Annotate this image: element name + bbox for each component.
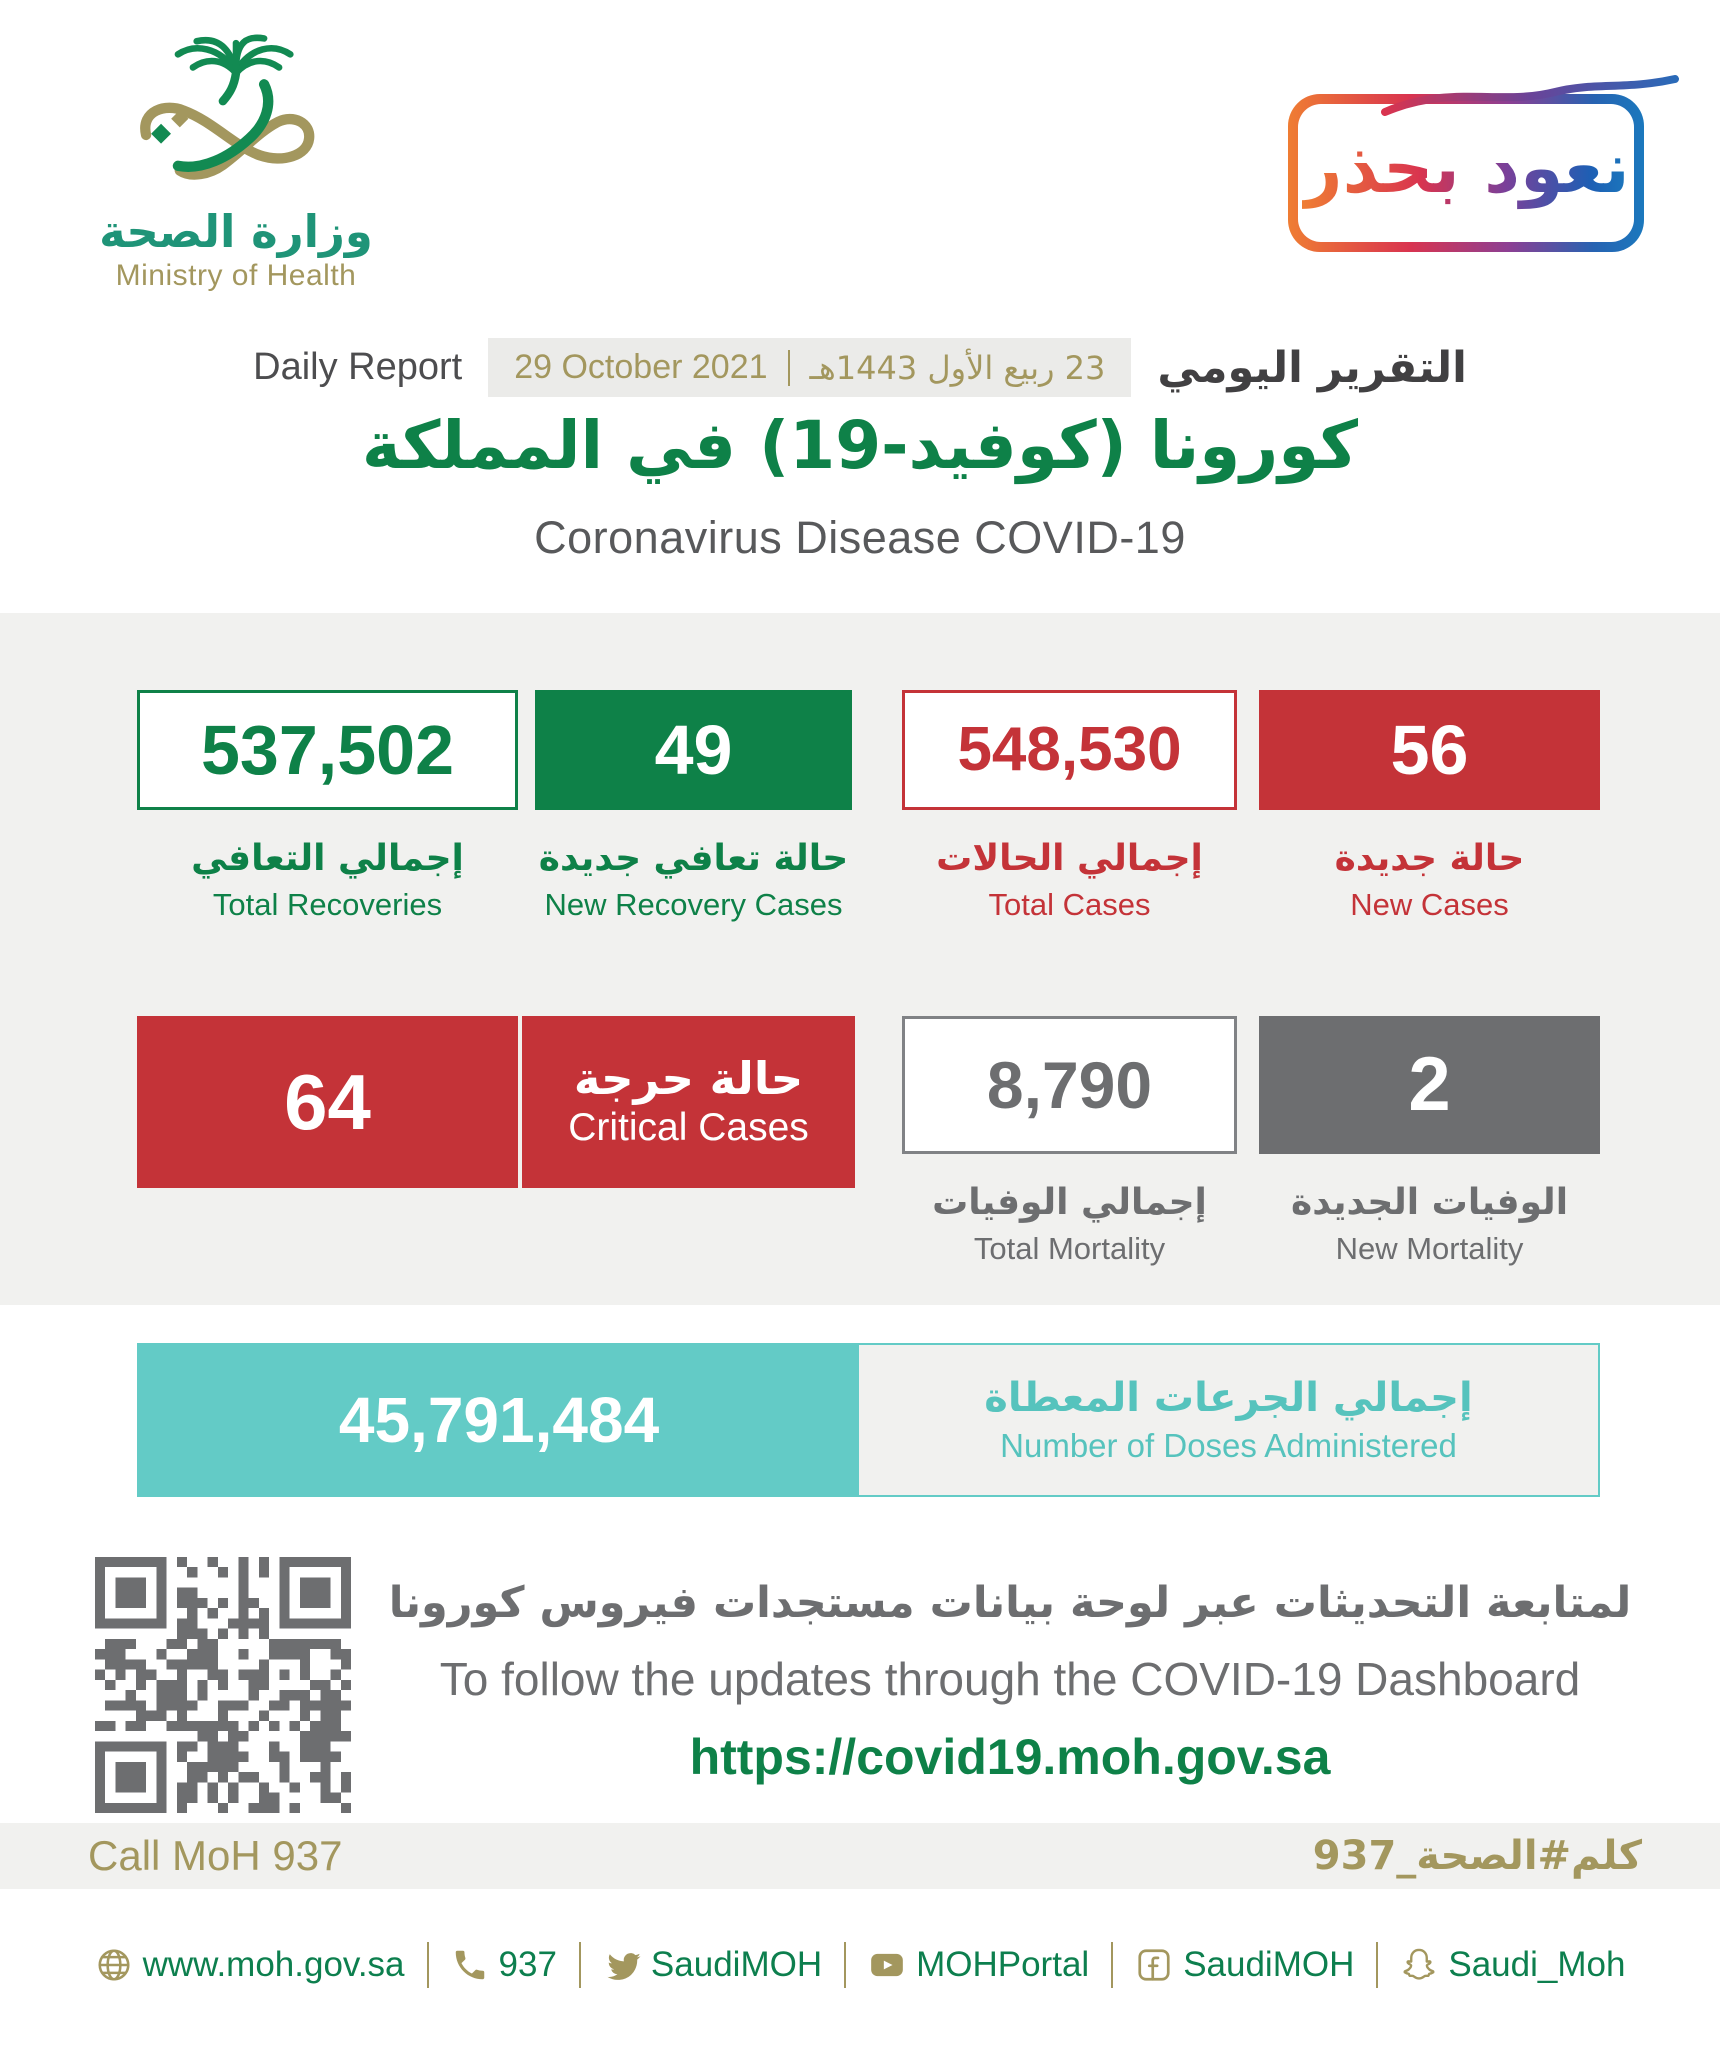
total-cases-card bbox=[902, 690, 1237, 810]
critical-cases-label-ar: حالة حرجة bbox=[573, 1052, 804, 1106]
new-cases-value: 56 bbox=[1390, 711, 1469, 789]
total-cases-label bbox=[902, 836, 1237, 923]
ministry-logo-block bbox=[78, 30, 394, 293]
doses-label-en: Number of Doses Administered bbox=[1000, 1427, 1457, 1464]
footer-website[interactable] bbox=[95, 1945, 405, 1985]
total-mortality-card bbox=[902, 1016, 1237, 1154]
total-mortality-value: 8,790 bbox=[986, 1048, 1153, 1122]
total-recoveries-label-ar: إجمالي التعافي bbox=[191, 838, 464, 879]
footer-separator bbox=[427, 1942, 429, 1988]
daily-report-label-en: Daily Report bbox=[253, 346, 463, 388]
call-moh-arabic-hashtag: كلم#الصحة_937 bbox=[1312, 1833, 1642, 1879]
dashboard-url-link[interactable]: https://covid19.moh.gov.sa bbox=[689, 1729, 1331, 1785]
new-mortality-value: 2 bbox=[1408, 1042, 1451, 1127]
footer-phone-label: 937 bbox=[498, 1945, 557, 1984]
total-mortality-label-en: Total Mortality bbox=[973, 1231, 1166, 1266]
dashboard-info-block bbox=[360, 1578, 1660, 1786]
report-date-hijri: 23 ربيع الأول 1443هـ bbox=[809, 348, 1106, 387]
new-mortality-label-en: New Mortality bbox=[1335, 1231, 1524, 1266]
snapchat-icon bbox=[1400, 1946, 1438, 1984]
total-recoveries-value: 537,502 bbox=[200, 711, 455, 789]
new-recovery-cases-card bbox=[535, 690, 852, 810]
total-recoveries-card bbox=[137, 690, 518, 810]
doses-label-ar: إجمالي الجرعات المعطاة bbox=[984, 1375, 1473, 1421]
critical-cases-label-card bbox=[522, 1016, 855, 1188]
dashboard-qr-code[interactable] bbox=[95, 1557, 351, 1813]
daily-report-label-ar: التقرير اليومي bbox=[1157, 342, 1467, 393]
globe-icon bbox=[95, 1946, 133, 1984]
report-date-gregorian: 29 October 2021 bbox=[514, 348, 768, 386]
total-recoveries-label-en: Total Recoveries bbox=[212, 887, 443, 922]
youtube-icon bbox=[868, 1946, 906, 1984]
footer-phone[interactable] bbox=[451, 1945, 557, 1985]
new-mortality-label-ar: الوفيات الجديدة bbox=[1290, 1182, 1569, 1223]
new-recovery-cases-label-ar: حالة تعافي جديدة bbox=[538, 838, 849, 879]
critical-cases-value-card bbox=[137, 1016, 518, 1188]
facebook-icon bbox=[1135, 1946, 1173, 1984]
new-recovery-cases-label-en: New Recovery Cases bbox=[544, 887, 843, 922]
doses-value-cell bbox=[139, 1345, 859, 1495]
total-cases-label-ar: إجمالي الحالات bbox=[936, 838, 1203, 879]
return-with-caution-badge bbox=[1288, 94, 1644, 252]
footer-facebook[interactable] bbox=[1135, 1945, 1354, 1985]
dashboard-line-en: To follow the updates through the COVID-19 Dashboard bbox=[439, 1653, 1581, 1705]
critical-cases-value: 64 bbox=[284, 1058, 371, 1146]
twitter-icon bbox=[603, 1946, 641, 1984]
date-divider bbox=[788, 350, 790, 386]
report-header-row bbox=[0, 338, 1720, 397]
total-mortality-label bbox=[902, 1180, 1237, 1267]
ministry-name-english: Ministry of Health bbox=[115, 259, 357, 293]
new-cases-card bbox=[1259, 690, 1600, 810]
new-cases-label-en: New Cases bbox=[1350, 887, 1509, 922]
call-moh-band bbox=[0, 1823, 1720, 1889]
total-cases-value: 548,530 bbox=[957, 715, 1182, 784]
footer-youtube-label: MOHPortal bbox=[916, 1945, 1090, 1984]
footer-website-label: www.moh.gov.sa bbox=[142, 1945, 405, 1984]
badge-swoosh-icon bbox=[1380, 74, 1680, 120]
doses-value: 45,791,484 bbox=[338, 1384, 660, 1456]
new-cases-label bbox=[1259, 836, 1600, 923]
footer-facebook-label: SaudiMOH bbox=[1183, 1945, 1355, 1984]
report-date-box bbox=[488, 338, 1131, 397]
footer-separator bbox=[579, 1942, 581, 1988]
footer-snapchat-label: Saudi_Moh bbox=[1448, 1945, 1626, 1984]
new-recovery-cases-label bbox=[535, 836, 852, 923]
total-recoveries-label bbox=[137, 836, 518, 923]
ministry-of-health-logo-icon bbox=[120, 30, 352, 208]
new-recovery-cases-value: 49 bbox=[654, 711, 733, 789]
footer-separator bbox=[844, 1942, 846, 1988]
footer-separator bbox=[1376, 1942, 1378, 1988]
footer-contact-row bbox=[0, 1942, 1720, 1988]
total-mortality-label-ar: إجمالي الوفيات bbox=[932, 1182, 1207, 1223]
new-mortality-card bbox=[1259, 1016, 1600, 1154]
ministry-name-arabic: وزارة الصحة bbox=[99, 205, 373, 258]
footer-snapchat[interactable] bbox=[1400, 1945, 1625, 1985]
dashboard-line-ar: لمتابعة التحديثات عبر لوحة بيانات مستجدات فيروس كورونا bbox=[388, 1578, 1632, 1628]
page-title-english: Coronavirus Disease COVID-19 bbox=[534, 512, 1186, 563]
badge-text-arabic: نعود بحذر bbox=[1302, 133, 1629, 213]
doses-label-cell bbox=[859, 1345, 1598, 1495]
page-title-arabic: كورونا (كوفيد-19) في المملكة bbox=[361, 407, 1359, 484]
new-mortality-label bbox=[1259, 1180, 1600, 1267]
footer-twitter-label: SaudiMOH bbox=[650, 1945, 823, 1984]
doses-administered-bar bbox=[137, 1343, 1600, 1497]
footer-twitter[interactable] bbox=[603, 1945, 822, 1985]
call-moh-english: Call MoH 937 bbox=[88, 1832, 343, 1879]
phone-icon bbox=[451, 1946, 489, 1984]
footer-separator bbox=[1111, 1942, 1113, 1988]
new-cases-label-ar: حالة جديدة bbox=[1334, 838, 1525, 879]
footer-youtube[interactable] bbox=[868, 1945, 1089, 1985]
total-cases-label-en: Total Cases bbox=[988, 887, 1151, 922]
critical-cases-label-en: Critical Cases bbox=[568, 1105, 809, 1149]
